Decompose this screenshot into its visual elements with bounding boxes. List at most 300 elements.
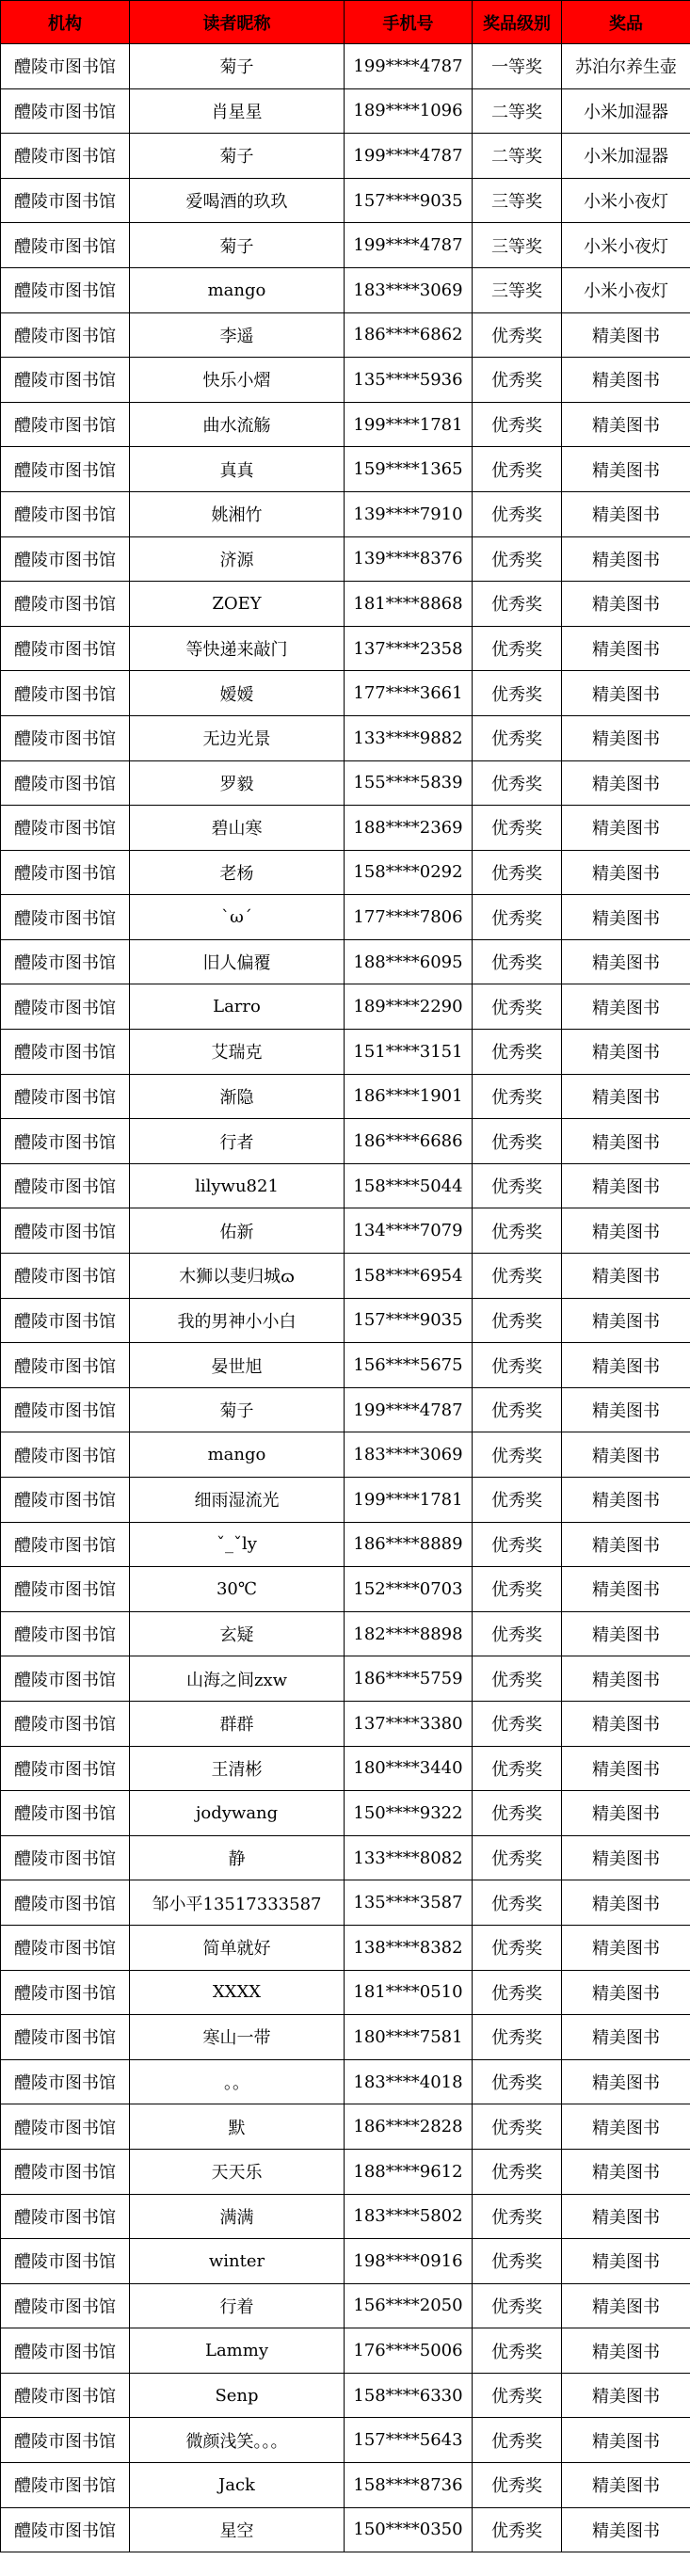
- header-row: [1, 1, 690, 44]
- cell-institution: 醴陵市图书馆: [1, 1791, 130, 1836]
- cell-nickname: 微颜浅笑。。。: [130, 2418, 345, 2463]
- cell-nickname: 木狮以斐归城ɷ: [130, 1254, 345, 1299]
- cell-prize: 小米小夜灯: [562, 267, 690, 312]
- cell-phone: 199****4787: [345, 44, 473, 89]
- cell-phone: 150****9322: [345, 1791, 473, 1836]
- table-row: [1, 1791, 690, 1836]
- cell-prize: 精美图书: [562, 1030, 690, 1075]
- cell-institution: 醴陵市图书馆: [1, 806, 130, 851]
- cell-prize: 精美图书: [562, 806, 690, 851]
- cell-phone: 186****1901: [345, 1074, 473, 1119]
- cell-phone: 186****6686: [345, 1119, 473, 1164]
- cell-prize-level: 优秀奖: [473, 1208, 562, 1254]
- cell-nickname: 等快递来敲门: [130, 626, 345, 671]
- cell-phone: 199****4787: [345, 134, 473, 179]
- cell-prize: 精美图书: [562, 1701, 690, 1746]
- table-row: [1, 2059, 690, 2104]
- cell-prize: 精美图书: [562, 1746, 690, 1791]
- cell-nickname: 山海之间zxw: [130, 1656, 345, 1702]
- cell-phone: 139****8376: [345, 536, 473, 582]
- cell-nickname: 玄疑: [130, 1611, 345, 1656]
- cell-phone: 133****9882: [345, 715, 473, 760]
- cell-prize-level: 优秀奖: [473, 358, 562, 403]
- cell-prize: 精美图书: [562, 1387, 690, 1432]
- cell-phone: 188****9612: [345, 2149, 473, 2194]
- table-row: [1, 223, 690, 268]
- cell-nickname: Senp: [130, 2373, 345, 2418]
- cell-phone: 157****9035: [345, 1298, 473, 1343]
- table-row: [1, 715, 690, 760]
- cell-phone: 189****1096: [345, 88, 473, 134]
- cell-prize-level: 优秀奖: [473, 402, 562, 447]
- cell-prize-level: 优秀奖: [473, 1970, 562, 2015]
- table-row: [1, 984, 690, 1030]
- cell-nickname: 晏世旭: [130, 1343, 345, 1388]
- cell-phone: 186****6862: [345, 312, 473, 358]
- cell-phone: 152****0703: [345, 1567, 473, 1612]
- cell-prize: 精美图书: [562, 582, 690, 627]
- cell-prize: 精美图书: [562, 2194, 690, 2239]
- cell-prize-level: 优秀奖: [473, 1880, 562, 1926]
- header-phone: 手机号: [345, 1, 473, 44]
- cell-prize-level: 优秀奖: [473, 984, 562, 1030]
- cell-prize: 精美图书: [562, 626, 690, 671]
- cell-phone: 198****0916: [345, 2239, 473, 2284]
- cell-phone: 199****1781: [345, 402, 473, 447]
- table-row: [1, 1701, 690, 1746]
- table-row: [1, 1835, 690, 1880]
- cell-prize: 精美图书: [562, 2239, 690, 2284]
- cell-institution: 醴陵市图书馆: [1, 1254, 130, 1299]
- cell-nickname: 曲水流觞: [130, 402, 345, 447]
- cell-prize: 精美图书: [562, 1343, 690, 1388]
- table-row: [1, 1208, 690, 1254]
- cell-nickname: 星空: [130, 2507, 345, 2552]
- cell-institution: 醴陵市图书馆: [1, 760, 130, 806]
- cell-institution: 醴陵市图书馆: [1, 1701, 130, 1746]
- table-row: [1, 582, 690, 627]
- cell-prize: 小米小夜灯: [562, 178, 690, 223]
- table-row: [1, 1163, 690, 1208]
- cell-phone: 183****4018: [345, 2059, 473, 2104]
- cell-institution: 醴陵市图书馆: [1, 44, 130, 89]
- cell-nickname: 邹小平13517333587: [130, 1880, 345, 1926]
- cell-nickname: 旧人偏覆: [130, 939, 345, 984]
- table-header: [1, 1, 690, 44]
- cell-phone: 135****3587: [345, 1880, 473, 1926]
- cell-phone: 186****5759: [345, 1656, 473, 1702]
- cell-phone: 180****3440: [345, 1746, 473, 1791]
- table-row: [1, 1611, 690, 1656]
- cell-phone: 180****7581: [345, 2015, 473, 2060]
- cell-prize-level: 优秀奖: [473, 671, 562, 716]
- cell-prize-level: 优秀奖: [473, 1611, 562, 1656]
- cell-nickname: 嫒嫒: [130, 671, 345, 716]
- cell-prize: 精美图书: [562, 850, 690, 895]
- cell-phone: 181****8868: [345, 582, 473, 627]
- table-row: [1, 671, 690, 716]
- cell-phone: 183****3069: [345, 267, 473, 312]
- cell-prize: 精美图书: [562, 2104, 690, 2150]
- cell-nickname: XXXX: [130, 1970, 345, 2015]
- cell-nickname: mango: [130, 1432, 345, 1478]
- cell-prize-level: 优秀奖: [473, 2194, 562, 2239]
- cell-prize: 精美图书: [562, 1791, 690, 1836]
- cell-phone: 137****3380: [345, 1701, 473, 1746]
- cell-institution: 醴陵市图书馆: [1, 134, 130, 179]
- cell-prize-level: 优秀奖: [473, 1478, 562, 1523]
- cell-phone: 188****6095: [345, 939, 473, 984]
- cell-phone: 189****2290: [345, 984, 473, 1030]
- table-row: [1, 536, 690, 582]
- cell-prize-level: 优秀奖: [473, 850, 562, 895]
- table-row: [1, 2373, 690, 2418]
- cell-prize: 精美图书: [562, 1254, 690, 1299]
- cell-institution: 醴陵市图书馆: [1, 1746, 130, 1791]
- cell-nickname: 细雨湿流光: [130, 1478, 345, 1523]
- cell-phone: 137****2358: [345, 626, 473, 671]
- cell-prize-level: 三等奖: [473, 223, 562, 268]
- table-row: [1, 1478, 690, 1523]
- table-row: [1, 1119, 690, 1164]
- cell-prize-level: 优秀奖: [473, 1701, 562, 1746]
- cell-institution: 醴陵市图书馆: [1, 1478, 130, 1523]
- cell-prize: 精美图书: [562, 2283, 690, 2328]
- cell-phone: 158****5044: [345, 1163, 473, 1208]
- cell-prize: 精美图书: [562, 1522, 690, 1567]
- header-prize-level: 奖品级别: [473, 1, 562, 44]
- cell-prize: 精美图书: [562, 1835, 690, 1880]
- cell-nickname: 静: [130, 1835, 345, 1880]
- cell-institution: 醴陵市图书馆: [1, 267, 130, 312]
- cell-institution: 醴陵市图书馆: [1, 2328, 130, 2374]
- cell-prize-level: 优秀奖: [473, 2463, 562, 2508]
- cell-nickname: 满满: [130, 2194, 345, 2239]
- table-row: [1, 1746, 690, 1791]
- cell-nickname: 济源: [130, 536, 345, 582]
- cell-nickname: 默: [130, 2104, 345, 2150]
- cell-nickname: lilywu821: [130, 1163, 345, 1208]
- cell-institution: 醴陵市图书馆: [1, 2059, 130, 2104]
- cell-nickname: Jack: [130, 2463, 345, 2508]
- cell-institution: 醴陵市图书馆: [1, 1163, 130, 1208]
- table-row: [1, 1880, 690, 1926]
- cell-prize: 精美图书: [562, 1656, 690, 1702]
- cell-prize-level: 优秀奖: [473, 2015, 562, 2060]
- cell-institution: 醴陵市图书馆: [1, 178, 130, 223]
- cell-institution: 醴陵市图书馆: [1, 1030, 130, 1075]
- cell-institution: 醴陵市图书馆: [1, 939, 130, 984]
- cell-prize: 精美图书: [562, 2418, 690, 2463]
- table-row: [1, 134, 690, 179]
- cell-prize-level: 优秀奖: [473, 939, 562, 984]
- cell-nickname: mango: [130, 267, 345, 312]
- cell-nickname: 群群: [130, 1701, 345, 1746]
- cell-institution: 醴陵市图书馆: [1, 1925, 130, 1970]
- table-row: [1, 626, 690, 671]
- cell-phone: 183****5802: [345, 2194, 473, 2239]
- cell-prize-level: 优秀奖: [473, 2104, 562, 2150]
- cell-prize: 精美图书: [562, 1478, 690, 1523]
- cell-institution: 醴陵市图书馆: [1, 491, 130, 536]
- cell-institution: 醴陵市图书馆: [1, 582, 130, 627]
- cell-prize-level: 优秀奖: [473, 1567, 562, 1612]
- cell-phone: 158****6330: [345, 2373, 473, 2418]
- cell-nickname: 寒山一带: [130, 2015, 345, 2060]
- cell-phone: 199****4787: [345, 223, 473, 268]
- cell-prize: 精美图书: [562, 2328, 690, 2374]
- cell-prize: 精美图书: [562, 1925, 690, 1970]
- cell-nickname: winter: [130, 2239, 345, 2284]
- cell-institution: 醴陵市图书馆: [1, 88, 130, 134]
- table-row: [1, 1074, 690, 1119]
- table-row: [1, 178, 690, 223]
- table-row: [1, 1656, 690, 1702]
- cell-institution: 醴陵市图书馆: [1, 312, 130, 358]
- cell-prize: 精美图书: [562, 2015, 690, 2060]
- cell-prize: 精美图书: [562, 1432, 690, 1478]
- cell-prize-level: 优秀奖: [473, 312, 562, 358]
- table-row: [1, 2194, 690, 2239]
- cell-institution: 醴陵市图书馆: [1, 2507, 130, 2552]
- cell-prize-level: 优秀奖: [473, 536, 562, 582]
- cell-institution: 醴陵市图书馆: [1, 2239, 130, 2284]
- cell-nickname: 爱喝酒的玖玖: [130, 178, 345, 223]
- cell-prize: 精美图书: [562, 312, 690, 358]
- cell-nickname: ZOEY: [130, 582, 345, 627]
- cell-prize: 精美图书: [562, 1880, 690, 1926]
- cell-prize-level: 优秀奖: [473, 2328, 562, 2374]
- table-row: [1, 2283, 690, 2328]
- cell-phone: 150****0350: [345, 2507, 473, 2552]
- cell-phone: 183****3069: [345, 1432, 473, 1478]
- cell-prize: 精美图书: [562, 1970, 690, 2015]
- cell-prize-level: 优秀奖: [473, 1387, 562, 1432]
- table-row: [1, 2507, 690, 2552]
- table-row: [1, 2015, 690, 2060]
- table-row: [1, 267, 690, 312]
- table-row: [1, 939, 690, 984]
- table-row: [1, 2149, 690, 2194]
- cell-nickname: 简单就好: [130, 1925, 345, 1970]
- cell-institution: 醴陵市图书馆: [1, 1880, 130, 1926]
- cell-prize-level: 优秀奖: [473, 582, 562, 627]
- cell-nickname: ˇ_ˇly: [130, 1522, 345, 1567]
- cell-prize-level: 优秀奖: [473, 1522, 562, 1567]
- cell-institution: 醴陵市图书馆: [1, 2104, 130, 2150]
- cell-institution: 醴陵市图书馆: [1, 1298, 130, 1343]
- cell-phone: 159****1365: [345, 447, 473, 492]
- cell-prize-level: 优秀奖: [473, 1074, 562, 1119]
- cell-prize-level: 优秀奖: [473, 1925, 562, 1970]
- cell-nickname: 菊子: [130, 223, 345, 268]
- cell-prize-level: 三等奖: [473, 178, 562, 223]
- cell-prize-level: 优秀奖: [473, 447, 562, 492]
- table-row: [1, 447, 690, 492]
- cell-nickname: 菊子: [130, 134, 345, 179]
- cell-prize: 精美图书: [562, 447, 690, 492]
- cell-prize-level: 优秀奖: [473, 491, 562, 536]
- cell-prize: 精美图书: [562, 671, 690, 716]
- cell-phone: 177****7806: [345, 895, 473, 940]
- cell-prize-level: 优秀奖: [473, 1119, 562, 1164]
- cell-institution: 醴陵市图书馆: [1, 1387, 130, 1432]
- table-row: [1, 1343, 690, 1388]
- cell-prize-level: 优秀奖: [473, 1746, 562, 1791]
- cell-prize-level: 优秀奖: [473, 806, 562, 851]
- table-row: [1, 760, 690, 806]
- cell-institution: 醴陵市图书馆: [1, 2463, 130, 2508]
- cell-nickname: 姚湘竹: [130, 491, 345, 536]
- cell-nickname: 菊子: [130, 1387, 345, 1432]
- cell-prize-level: 优秀奖: [473, 1432, 562, 1478]
- table-row: [1, 2328, 690, 2374]
- cell-prize: 小米小夜灯: [562, 223, 690, 268]
- cell-prize: 苏泊尔养生壶: [562, 44, 690, 89]
- cell-prize-level: 优秀奖: [473, 1343, 562, 1388]
- cell-phone: 177****3661: [345, 671, 473, 716]
- cell-prize-level: 优秀奖: [473, 2239, 562, 2284]
- cell-prize: 精美图书: [562, 1298, 690, 1343]
- table-row: [1, 2239, 690, 2284]
- cell-prize-level: 优秀奖: [473, 2373, 562, 2418]
- cell-nickname: 老杨: [130, 850, 345, 895]
- cell-institution: 醴陵市图书馆: [1, 2194, 130, 2239]
- cell-phone: 157****5643: [345, 2418, 473, 2463]
- cell-nickname: 我的男神小小白: [130, 1298, 345, 1343]
- cell-institution: 醴陵市图书馆: [1, 715, 130, 760]
- cell-prize-level: 优秀奖: [473, 760, 562, 806]
- cell-institution: 醴陵市图书馆: [1, 1522, 130, 1567]
- cell-institution: 醴陵市图书馆: [1, 223, 130, 268]
- table-body: [1, 44, 690, 2552]
- cell-phone: 181****0510: [345, 1970, 473, 2015]
- cell-nickname: jodywang: [130, 1791, 345, 1836]
- table-row: [1, 1970, 690, 2015]
- cell-prize: 精美图书: [562, 358, 690, 403]
- cell-institution: 醴陵市图书馆: [1, 1074, 130, 1119]
- cell-prize-level: 优秀奖: [473, 2059, 562, 2104]
- cell-prize-level: 二等奖: [473, 88, 562, 134]
- cell-phone: 156****2050: [345, 2283, 473, 2328]
- cell-phone: 135****5936: [345, 358, 473, 403]
- cell-phone: 157****9035: [345, 178, 473, 223]
- table-row: [1, 850, 690, 895]
- cell-phone: 176****5006: [345, 2328, 473, 2374]
- cell-nickname: 真真: [130, 447, 345, 492]
- cell-prize: 精美图书: [562, 715, 690, 760]
- cell-institution: 醴陵市图书馆: [1, 2373, 130, 2418]
- cell-phone: 151****3151: [345, 1030, 473, 1075]
- cell-institution: 醴陵市图书馆: [1, 626, 130, 671]
- cell-institution: 醴陵市图书馆: [1, 1432, 130, 1478]
- table-row: [1, 1432, 690, 1478]
- cell-institution: 醴陵市图书馆: [1, 984, 130, 1030]
- cell-nickname: 艾瑞克: [130, 1030, 345, 1075]
- cell-prize: 精美图书: [562, 939, 690, 984]
- cell-prize: 精美图书: [562, 1208, 690, 1254]
- cell-prize-level: 优秀奖: [473, 2149, 562, 2194]
- table-row: [1, 1298, 690, 1343]
- cell-prize: 精美图书: [562, 2059, 690, 2104]
- table-row: [1, 2418, 690, 2463]
- cell-institution: 醴陵市图书馆: [1, 850, 130, 895]
- table-row: [1, 1030, 690, 1075]
- cell-prize-level: 优秀奖: [473, 1791, 562, 1836]
- cell-nickname: 无边光景: [130, 715, 345, 760]
- table-row: [1, 2463, 690, 2508]
- cell-nickname: 行着: [130, 2283, 345, 2328]
- cell-institution: 醴陵市图书馆: [1, 358, 130, 403]
- cell-prize: 精美图书: [562, 1163, 690, 1208]
- table-row: [1, 806, 690, 851]
- cell-nickname: 佑新: [130, 1208, 345, 1254]
- cell-institution: 醴陵市图书馆: [1, 1611, 130, 1656]
- cell-phone: 155****5839: [345, 760, 473, 806]
- table-row: [1, 491, 690, 536]
- table-row: [1, 2104, 690, 2150]
- cell-nickname: 菊子: [130, 44, 345, 89]
- cell-institution: 醴陵市图书馆: [1, 1656, 130, 1702]
- cell-prize: 精美图书: [562, 895, 690, 940]
- cell-prize: 精美图书: [562, 536, 690, 582]
- cell-prize: 精美图书: [562, 1119, 690, 1164]
- cell-prize: 精美图书: [562, 491, 690, 536]
- cell-phone: 133****8082: [345, 1835, 473, 1880]
- header-nickname: 读者昵称: [130, 1, 345, 44]
- cell-phone: 134****7079: [345, 1208, 473, 1254]
- cell-institution: 醴陵市图书馆: [1, 2283, 130, 2328]
- cell-prize-level: 优秀奖: [473, 1835, 562, 1880]
- table-row: [1, 895, 690, 940]
- table-row: [1, 1925, 690, 1970]
- cell-institution: 醴陵市图书馆: [1, 1835, 130, 1880]
- cell-phone: 139****7910: [345, 491, 473, 536]
- table-row: [1, 1387, 690, 1432]
- cell-institution: 醴陵市图书馆: [1, 402, 130, 447]
- cell-prize-level: 优秀奖: [473, 1163, 562, 1208]
- cell-institution: 醴陵市图书馆: [1, 671, 130, 716]
- cell-institution: 醴陵市图书馆: [1, 1567, 130, 1612]
- cell-institution: 醴陵市图书馆: [1, 536, 130, 582]
- cell-institution: 醴陵市图书馆: [1, 447, 130, 492]
- cell-nickname: 行者: [130, 1119, 345, 1164]
- cell-prize: 精美图书: [562, 2149, 690, 2194]
- cell-prize-level: 一等奖: [473, 44, 562, 89]
- cell-phone: 138****8382: [345, 1925, 473, 1970]
- cell-institution: 醴陵市图书馆: [1, 1208, 130, 1254]
- cell-prize-level: 优秀奖: [473, 895, 562, 940]
- cell-institution: 醴陵市图书馆: [1, 2149, 130, 2194]
- cell-prize: 小米加湿器: [562, 134, 690, 179]
- cell-phone: 199****1781: [345, 1478, 473, 1523]
- cell-prize: 精美图书: [562, 2373, 690, 2418]
- cell-phone: 158****8736: [345, 2463, 473, 2508]
- cell-phone: 182****8898: [345, 1611, 473, 1656]
- cell-nickname: ˋωˊ: [130, 895, 345, 940]
- cell-institution: 醴陵市图书馆: [1, 2418, 130, 2463]
- cell-nickname: 渐隐: [130, 1074, 345, 1119]
- cell-institution: 醴陵市图书馆: [1, 1970, 130, 2015]
- cell-phone: 186****2828: [345, 2104, 473, 2150]
- cell-institution: 醴陵市图书馆: [1, 1343, 130, 1388]
- cell-prize-level: 优秀奖: [473, 1656, 562, 1702]
- cell-prize: 精美图书: [562, 2463, 690, 2508]
- cell-nickname: Lammy: [130, 2328, 345, 2374]
- cell-phone: 156****5675: [345, 1343, 473, 1388]
- cell-prize-level: 优秀奖: [473, 715, 562, 760]
- header-prize: 奖品: [562, 1, 690, 44]
